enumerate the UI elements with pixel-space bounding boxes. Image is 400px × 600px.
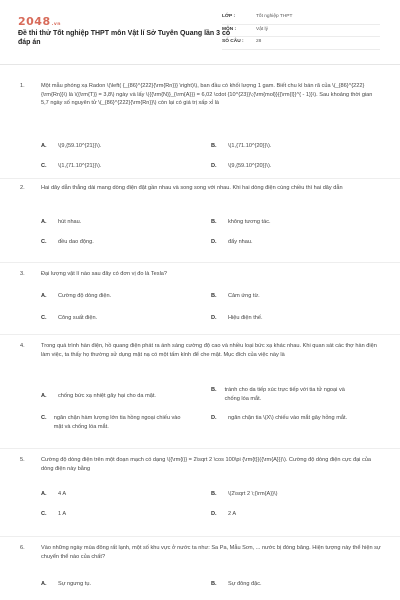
meta-row-class — [222, 12, 380, 25]
meta-row-count — [222, 37, 380, 50]
question-text: Vào những ngày mùa đông rất lạnh, một số khu vực ở nước ta như: Sa Pa, Mẫu Sơn, ... nước bị đóng băng. Hiện tượng này thể hiện sự chuyển thể nào của chất? — [41, 545, 381, 560]
option-text: không tương tác. — [228, 219, 271, 225]
option-letter: A. — [41, 491, 47, 497]
option-letter: A. — [41, 143, 47, 149]
question-separator — [0, 262, 400, 263]
site-logo[interactable]: 2048.vn — [18, 15, 61, 28]
question-text: Trong quá trình hàn điện, hồ quang điện phát ra ánh sáng cường độ cao và nhiều loại bức xạ khác nhau. Khi quan sát các thợ hàn điện làm việc, ta thấy họ thường sử dụng mặt nạ có một tấm kính để che mặt. Mục đích của việc này là — [41, 343, 377, 358]
option-text: \(2\sqrt 2 \;{\rm{A}}\) — [228, 491, 278, 497]
option-letter: C. — [41, 511, 47, 517]
option-text: Công suất điện. — [58, 315, 98, 321]
option-a[interactable] — [41, 580, 211, 589]
option-d[interactable] — [211, 162, 381, 171]
option-text: \(9,{59.10^{21}}\). — [58, 143, 102, 149]
option-text: \(1,{71.10^{21}}\). — [58, 163, 102, 169]
option-b[interactable] — [211, 386, 351, 403]
option-c[interactable] — [41, 314, 211, 323]
option-letter: C. — [41, 163, 47, 169]
question-number: 3. — [20, 271, 25, 277]
exam-title: Đề thi thử Tốt nghiệp THPT môn Vật lí Sở Tuyên Quang lần 3 có đáp án — [18, 30, 231, 47]
question-number: 4. — [20, 343, 25, 349]
option-d[interactable] — [211, 314, 381, 323]
option-d[interactable] — [211, 510, 381, 519]
question-2 — [20, 184, 380, 260]
question-1 — [20, 82, 380, 176]
option-letter: B. — [211, 581, 217, 587]
option-letter: D. — [211, 315, 217, 321]
option-a[interactable] — [41, 142, 211, 151]
meta-value: Vật lý — [256, 26, 268, 32]
option-text: 1 A — [58, 511, 67, 517]
option-letter: D. — [211, 163, 217, 169]
option-letter: B. — [211, 219, 217, 225]
question-separator — [0, 178, 400, 179]
option-letter: A. — [41, 219, 47, 225]
option-text: Cường độ dòng điện. — [58, 293, 112, 299]
option-text: \(9,{59.10^{20}}\). — [228, 163, 272, 169]
question-number: 5. — [20, 457, 25, 463]
option-text: ngăn chặn tia \(X\) chiếu vào mắt gây hỏng mắt. — [228, 415, 348, 421]
option-letter: D. — [211, 239, 217, 245]
question-number: 1. — [20, 83, 25, 89]
option-letter: C. — [41, 415, 47, 421]
question-6 — [20, 544, 380, 598]
option-d[interactable] — [211, 414, 351, 423]
option-text: đều dao động. — [58, 239, 94, 245]
option-c[interactable] — [41, 162, 211, 171]
option-text: Sự ngưng tụ. — [58, 581, 91, 587]
header-divider — [0, 64, 400, 65]
option-a[interactable] — [41, 392, 207, 401]
option-c[interactable] — [41, 414, 191, 431]
option-b[interactable] — [211, 292, 381, 301]
option-b[interactable] — [211, 142, 381, 151]
option-text: tránh cho da tiếp xúc trực tiếp với tia tử ngoại và chống lóa mắt. — [224, 387, 345, 402]
option-text: Cảm ứng từ. — [228, 293, 260, 299]
option-letter: A. — [41, 293, 47, 299]
question-text: Một mẫu phóng xạ Radon \(\left( {_{86}^{222}{\rm{Rn}}} \right)\), ban đầu có khối lượng 1 gam. Biết chu kì bán rã của \(_{86}^{222}{\rm{Rn}}\) là \({\rm{T}} = 3,8\) ngày và lấy \({{\rm{N}}_{\rm{A}}} = 6,02 \cdot {10^{23}}\;{\rm{mol}}{{\rm{l}}^{ - 1}}\). Sau khoảng thời gian 5,7 ngày số nguyên tử \(_{86}^{222}{\rm{Rn}}\) còn lại có giá trị xấp xỉ là — [41, 83, 373, 107]
option-letter: B. — [211, 387, 217, 393]
option-letter: D. — [211, 511, 217, 517]
meta-label: SỐ CÂU : — [222, 39, 244, 45]
option-a[interactable] — [41, 490, 211, 499]
question-5 — [20, 456, 380, 532]
question-number: 2. — [20, 185, 25, 191]
meta-value: 28 — [256, 39, 262, 45]
question-separator — [0, 334, 400, 335]
option-letter: B. — [211, 293, 217, 299]
option-letter: C. — [41, 315, 47, 321]
option-b[interactable] — [211, 580, 381, 589]
option-c[interactable] — [41, 238, 211, 247]
option-text: 4 A — [58, 491, 67, 497]
option-a[interactable] — [41, 292, 211, 301]
option-text: ngăn chặn hàm lượng lớn tia hồng ngoại chiếu vào mặt và chống lóa mắt. — [53, 415, 181, 430]
exam-header — [0, 0, 400, 64]
option-a[interactable] — [41, 218, 211, 227]
option-text: chống bức xạ nhiệt gây hại cho da mặt. — [58, 393, 156, 399]
question-3 — [20, 270, 380, 334]
meta-value: Tốt nghiệp THPT — [256, 14, 293, 20]
option-letter: D. — [211, 415, 217, 421]
question-number: 6. — [20, 545, 25, 551]
option-letter: B. — [211, 491, 217, 497]
question-text: Cường độ dòng điện trên một đoạn mạch có dạng \({\rm{i}} = 2\sqrt 2 \cos 100\pi {\rm{t}}({\rm{A}})\). Cường độ dòng điện cực đại của dòng điện này bằng — [41, 457, 371, 472]
option-letter: A. — [41, 393, 47, 399]
option-text: Sự đông đặc. — [228, 581, 262, 587]
option-text: đẩy nhau. — [228, 239, 253, 245]
option-b[interactable] — [211, 218, 381, 227]
option-letter: A. — [41, 581, 47, 587]
meta-row-subject — [222, 25, 380, 38]
option-text: hút nhau. — [58, 219, 82, 225]
option-c[interactable] — [41, 510, 211, 519]
question-separator — [0, 536, 400, 537]
question-text: Hai dây dẫn thẳng dài mang dòng điện đặt gần nhau và song song với nhau. Khi hai dòng điện cùng chiều thì hai dây dẫn — [41, 185, 343, 191]
option-b[interactable] — [211, 490, 381, 499]
question-text: Đại lượng vật lí nào sau đây có đơn vị đo là Tesla? — [41, 271, 168, 277]
option-letter: B. — [211, 143, 217, 149]
option-text: 2 A — [228, 511, 237, 517]
option-text: Hiệu điện thế. — [228, 315, 263, 321]
meta-label: LỚP : — [222, 14, 236, 20]
meta-label: MÔN : — [222, 26, 237, 32]
option-d[interactable] — [211, 238, 381, 247]
question-4 — [20, 342, 380, 448]
option-text: \(1,{71.10^{20}}\). — [228, 143, 272, 149]
question-separator — [0, 448, 400, 449]
exam-meta — [222, 12, 380, 50]
option-letter: C. — [41, 239, 47, 245]
